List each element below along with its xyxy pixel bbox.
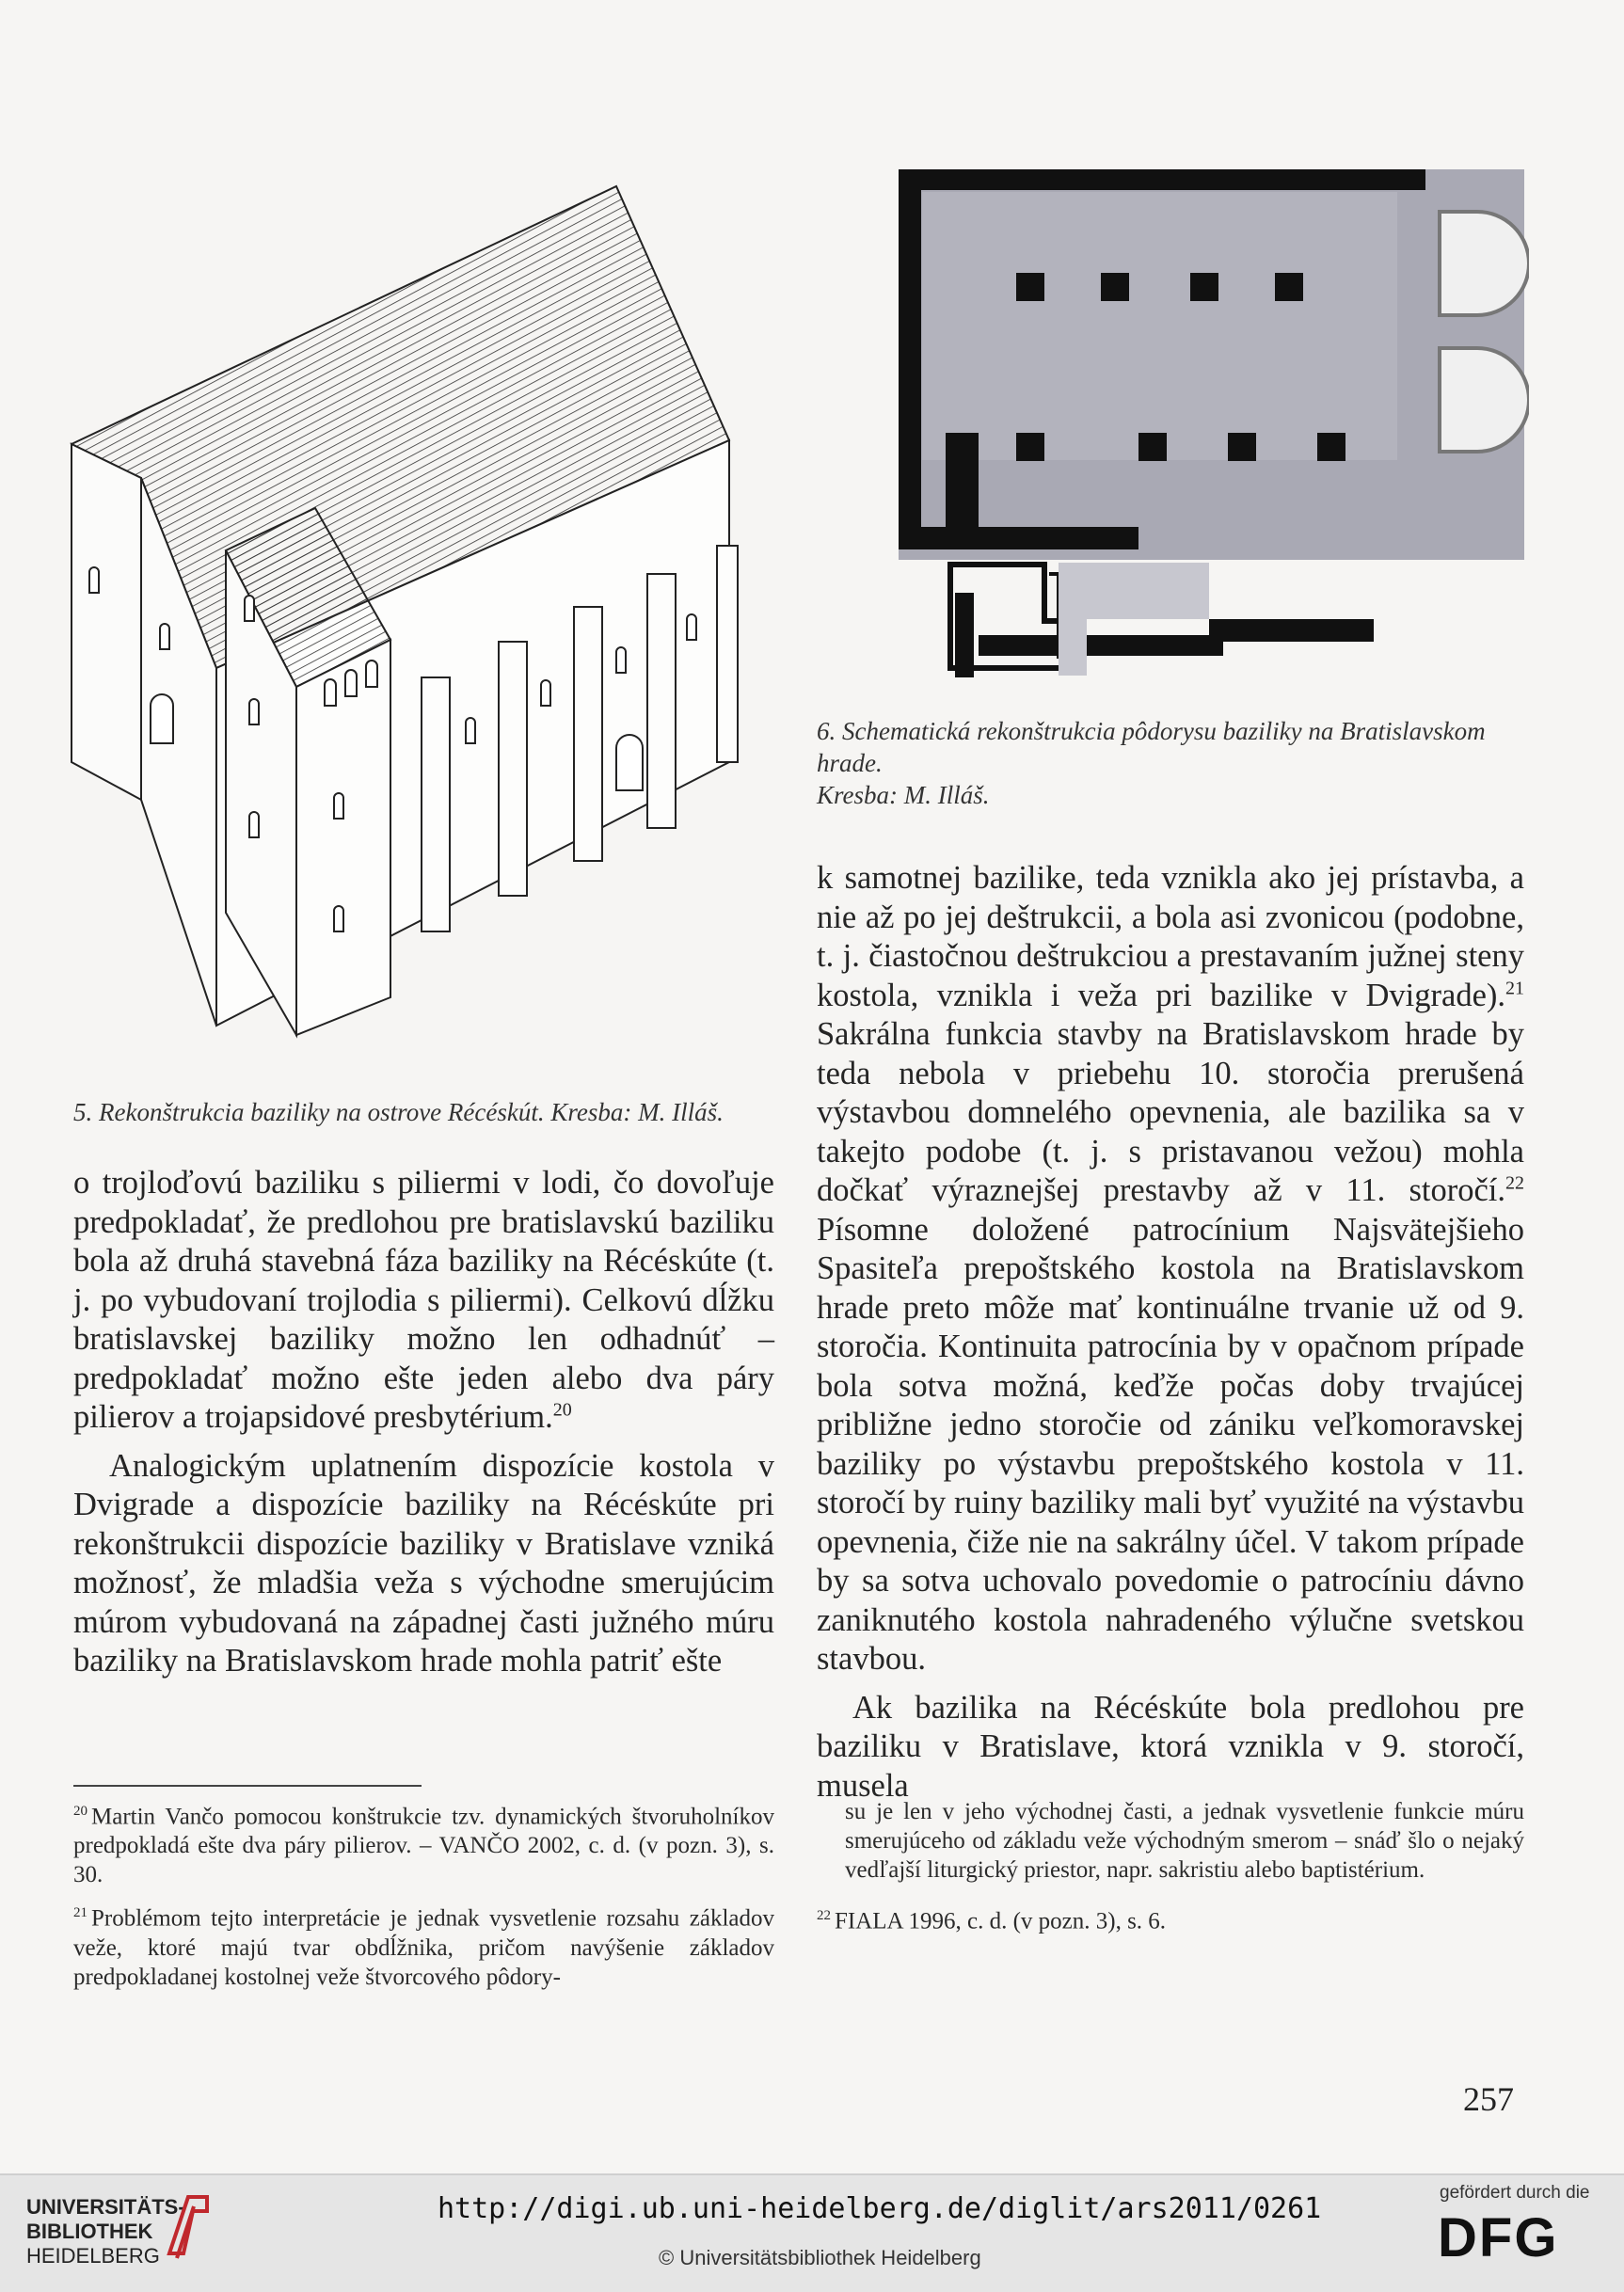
digitization-footer	[0, 2173, 1624, 2292]
figure6-caption-line1: 6. Schematická rekonštrukcia pôdorysu baziliky na Bratislavskom hrade.	[817, 717, 1486, 777]
footnote-ref-22: 22	[1505, 1172, 1524, 1194]
footnote-ref-21: 21	[1505, 978, 1524, 998]
basilica-drawing-icon	[66, 179, 790, 1063]
footnote-21-continued: su je len v jeho východnej časti, a jednak vysvetlenie funkcie múru smerujúceho od základu veže východným smerom – snáď šlo o nejaký vedľajší liturgický priestor, napr. sakristiu alebo baptistérium.	[845, 1799, 1524, 1883]
left-paragraph-1: o trojloďovú baziliku s piliermi v lodi, čo dovoľuje predpokladať, že predlohou pre bratislavskú baziliku bola až druhá stavebná fáza baziliky na Récéskúte (t. j. po vybudovaní trojlodia s piliermi). Celkovú dĺžku bratislavskej baziliky možno len odhadnúť – predpokladať možno ešte jeden alebo dva páry pilierov a trojapsidové presbytérium.$^{20}$	[73, 1165, 774, 1435]
dfg-logo-icon: DFG	[1438, 2207, 1559, 2268]
footnote-21: $^{21}$ Problémom tejto interpretácie je jednak vysvetlenie rozsahu základov veže, ktoré majú tvar obdĺžnika, pričom navýšenie základov predpokladanej kostolnej veže štvorcového pôdory-	[73, 1905, 774, 1990]
university-library-label: UNIVERSITÄTS- BIBLIOTHEK HEIDELBERG	[26, 2195, 185, 2268]
footnotes-right	[817, 1797, 1524, 1945]
footnote-ref-20: 20	[552, 1399, 572, 1421]
footnote-20: $^{20}$ Martin Vančo pomocou konštrukcie tzv. dynamických štvoruholníkov predpokladá ešte dva páry pilierov. – VANČO 2002, c. d. (v pozn. 3), s. 30.	[73, 1804, 774, 1888]
left-column	[73, 1164, 774, 1681]
figure6-caption-line2: Kresba: M. Illáš.	[817, 781, 990, 809]
figure5-caption: 5. Rekonštrukcia baziliky na ostrove Récéskút. Kresba: M. Illáš.	[73, 1098, 724, 1126]
permalink-url[interactable]: http://digi.ub.uni-heidelberg.de/diglit/ars2011/0261	[438, 2192, 1322, 2225]
page-number: 257	[1463, 2080, 1514, 2118]
footnote-rule	[73, 1785, 422, 1787]
figure6-caption	[817, 715, 1532, 811]
footnotes-left	[73, 1797, 774, 2001]
dfg-funding-label: gefördert durch die	[1440, 2183, 1590, 2203]
footnote-22: $^{22}$ FIALA 1996, c. d. (v pozn. 3), s. 6.	[817, 1908, 1167, 1934]
right-paragraph-2: Ak bazilika na Récéskúte bola predlohou pre baziliku v Bratislave, ktorá vznikla v 9. storočí, musela	[817, 1689, 1524, 1804]
right-column	[817, 859, 1524, 1806]
copyright-notice: © Universitätsbibliothek Heidelberg	[659, 2246, 981, 2269]
university-logo-icon	[160, 2188, 216, 2263]
right-paragraph-1: k samotnej bazilike, teda vznikla ako jej prístavba, a nie až po jej deštrukcii, a bola asi zvonicou (podobne, t. j. čiastočnou deštrukciou a prestavaním južnej steny kostola, vznikla i veža pri bazilike v Dvigrade).$^{21}$ Sakrálna funkcia stavby na Bratislavskom hrade by teda nebola v priebehu 10. storočia prerušená výstavbou domnelého opevnenia, ale bazilika sa v takejto podobe (t. j. s pristavanou vežou) mohla dočkať výraznejšej prestavby až v 11. storočí.$^{22}$ Písomne doložené patrocínium Najsvätejšieho Spasiteľa prepoštského kostola na Bratislavskom hrade preto môže mať kontinuálne trvanie už od 9. storočia. Kontinuita patrocínia by v opačnom prípade bola sotva možná, keďže počas doby trvajúcej približne jedno storočie od zániku veľkomoravskej baziliky po výstavbu prepoštského kostola v 11. storočí by ruiny baziliky mali byť využité na výstavbu opevnenia, čiže nie na sakrálny účel. V takom prípade by sa sotva uchovalo povedomie o patrocíniu dávno zaniknutého kostola nahradeného výlučne svetskou stavbou.	[817, 860, 1524, 1677]
left-paragraph-2: Analogickým uplatnením dispozície kostola v Dvigrade a dispozície baziliky na Récéskúte pri rekonštrukcii dispozície baziliky v Bratislave vzniká možnosť, že mladšia veža s východne smerujúcim múrom vybudovaná na západnej časti južného múru baziliky na Bratislavskom hrade mohla patriť ešte	[73, 1447, 774, 1679]
floor-plan-drawing-icon	[889, 169, 1529, 677]
